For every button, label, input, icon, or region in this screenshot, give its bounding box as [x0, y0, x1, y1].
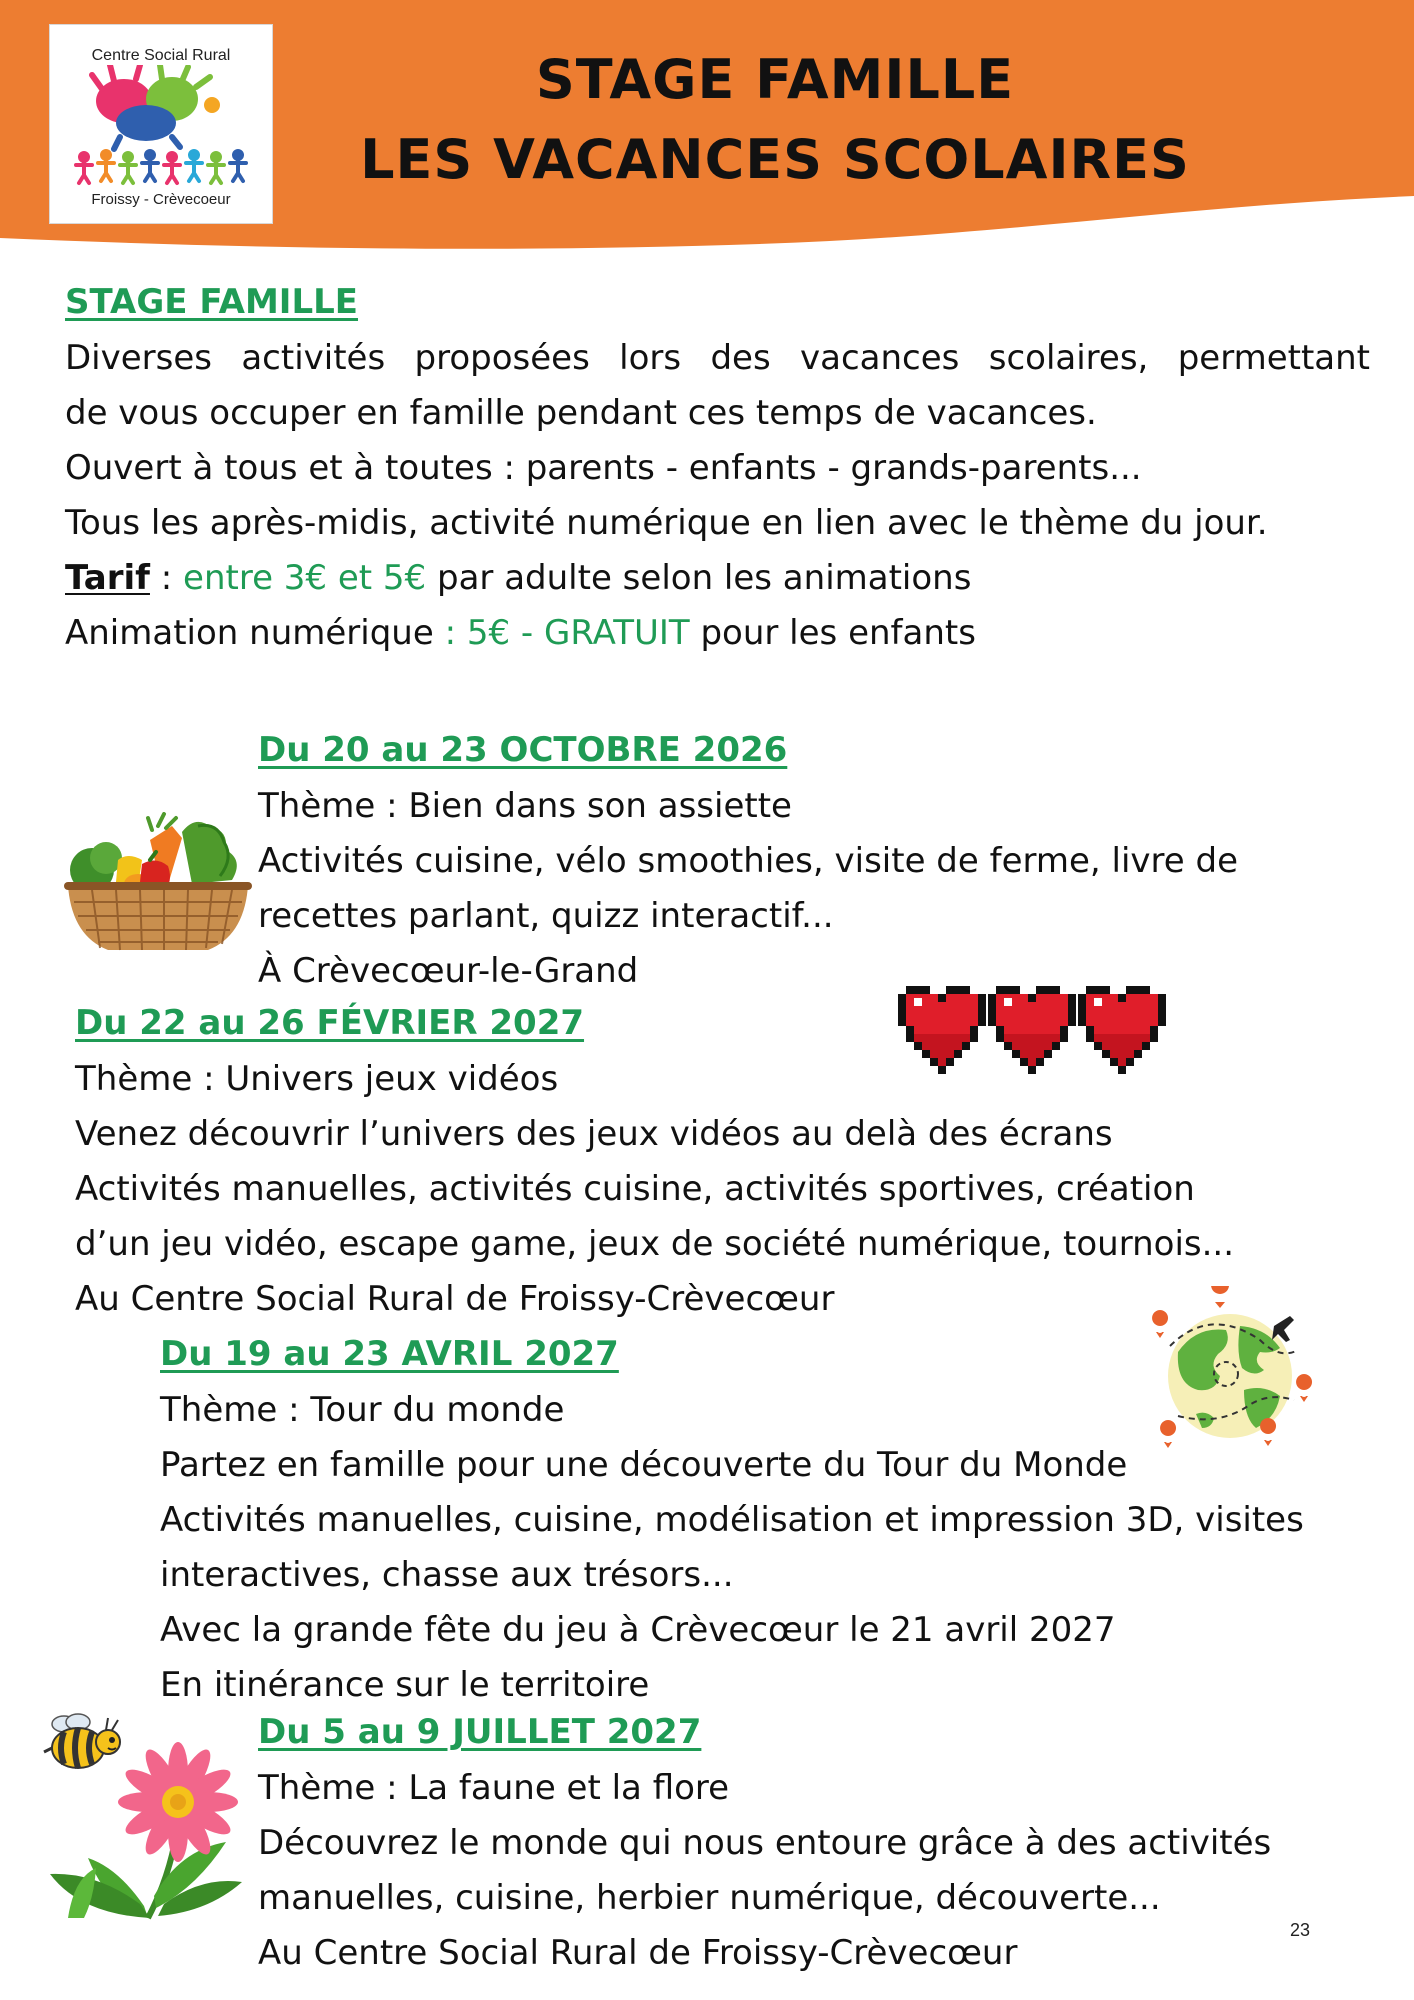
session-3-line-2: Activités manuelles, cuisine, modélisation et impression 3D, visites [160, 1500, 1304, 1540]
page-number: 23 [1290, 1920, 1311, 1940]
session-1-line-1: Activités cuisine, vélo smoothies, visite de ferme, livre de [258, 841, 1238, 881]
page-title-line1: STAGE FAMILLE [535, 48, 1015, 111]
session-2-theme: Thème : Univers jeux vidéos [75, 1059, 559, 1099]
bee-flower-icon [38, 1712, 250, 1924]
tarif-label: Tarif [65, 558, 150, 598]
session-4-place: Au Centre Social Rural de Froissy-Crèvecœur [258, 1933, 1018, 1973]
session-3-line-3: interactives, chasse aux trésors... [160, 1555, 734, 1595]
vegetable-basket-icon [62, 812, 254, 962]
session-2-line-1: Venez découvrir l’univers des jeux vidéos au delà des écrans [75, 1114, 1113, 1154]
tarif-separator: : [149, 558, 184, 598]
intro-heading: STAGE FAMILLE [65, 282, 359, 322]
logo-bottom-text: Froissy - Crèvecoeur [91, 191, 231, 208]
session-2-line-3: d’un jeu vidéo, escape game, jeux de société numérique, tournois... [75, 1224, 1235, 1264]
session-3-line-4: Avec la grande fête du jeu à Crèvecœur le 21 avril 2027 [160, 1610, 1116, 1650]
intro-line-3: Ouvert à tous et à toutes : parents - enfants - grands-parents... [65, 448, 1142, 488]
session-1-place: À Crèvecœur-le-Grand [258, 951, 639, 991]
numeric-line [65, 613, 976, 653]
session-4-theme: Thème : La faune et la flore [258, 1768, 730, 1808]
session-1-line-2: recettes parlant, quizz interactif... [258, 896, 834, 936]
session-2-place: Au Centre Social Rural de Froissy-Crèvecœur [75, 1279, 835, 1319]
session-3-line-1: Partez en famille pour une découverte du Tour du Monde [160, 1445, 1128, 1485]
hands-children-logo-icon [62, 65, 262, 189]
session-2-line-2: Activités manuelles, activités cuisine, activités sportives, création [75, 1169, 1195, 1209]
session-1-theme: Thème : Bien dans son assiette [258, 786, 792, 826]
logo [49, 24, 273, 224]
session-3-theme: Thème : Tour du monde [160, 1390, 565, 1430]
session-4-line-1: Découvrez le monde qui nous entoure grâce à des activités [258, 1823, 1272, 1863]
numeric-rest: pour les enfants [689, 613, 976, 653]
session-4-line-2: manuelles, cuisine, herbier numérique, découverte... [258, 1878, 1161, 1918]
session-1-dates: Du 20 au 23 OCTOBRE 2026 [258, 730, 788, 770]
session-4-dates: Du 5 au 9 JUILLET 2027 [258, 1712, 702, 1752]
intro-line-1: Diverses activités proposées lors des vacances scolaires, permettant [65, 338, 1370, 378]
numeric-price: : 5€ - GRATUIT [433, 613, 690, 653]
pixel-hearts-icon [898, 982, 1170, 1082]
page-title-line2: LES VACANCES SCOLAIRES [360, 128, 1190, 191]
tarif-line [65, 558, 971, 598]
intro-line-2: de vous occuper en famille pendant ces temps de vacances. [65, 393, 1097, 433]
tarif-price: entre 3€ et 5€ [183, 558, 427, 598]
tarif-rest: par adulte selon les animations [426, 558, 972, 598]
session-3-place: En itinérance sur le territoire [160, 1665, 650, 1705]
session-3-dates: Du 19 au 23 AVRIL 2027 [160, 1334, 619, 1374]
session-2-dates: Du 22 au 26 FÉVRIER 2027 [75, 1003, 585, 1043]
numeric-label: Animation numérique [65, 613, 434, 653]
logo-top-text: Centre Social Rural [91, 47, 231, 64]
globe-icon [1148, 1286, 1318, 1458]
intro-line-4: Tous les après-midis, activité numérique en lien avec le thème du jour. [65, 503, 1268, 543]
